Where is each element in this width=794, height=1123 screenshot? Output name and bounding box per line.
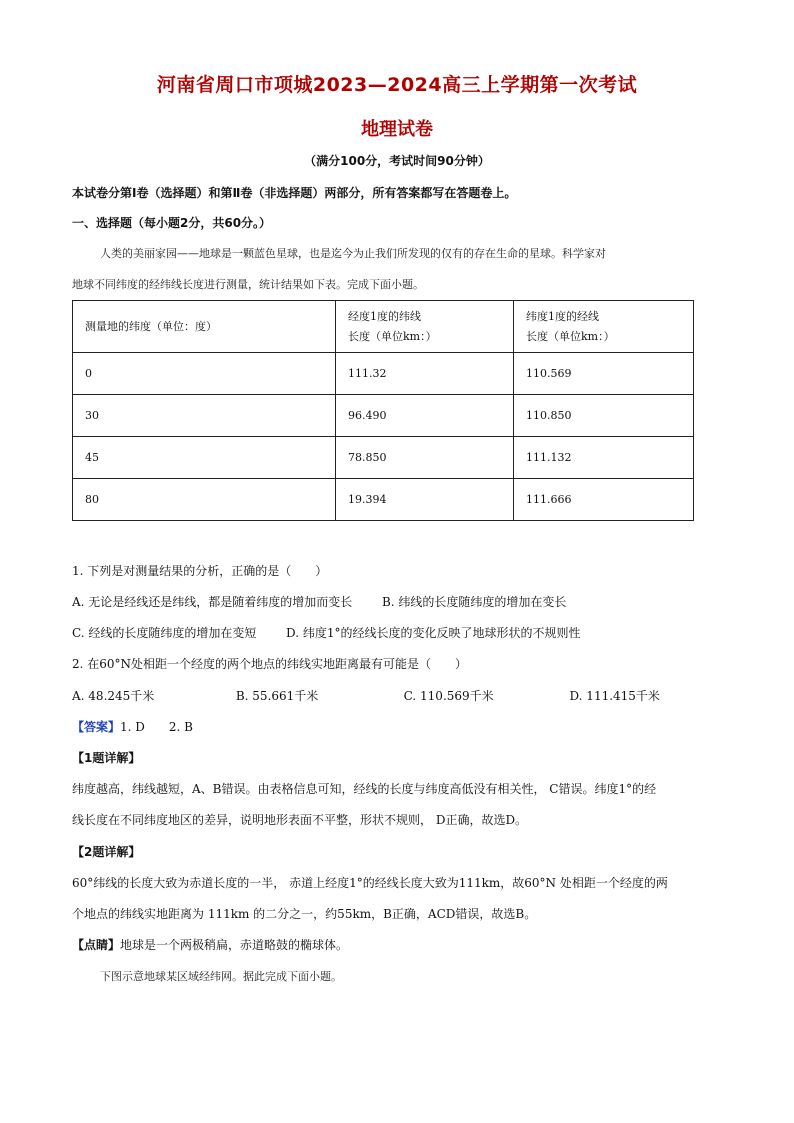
cell-meridian-length: 111.132	[514, 437, 694, 479]
q2-option-b: B. 55.661千米	[235, 689, 319, 703]
next-question-intro: 下图示意地球某区域经纬网。据此完成下面小题。	[100, 970, 342, 983]
question-2-options	[72, 687, 660, 704]
page-title: 河南省周口市项城2023—2024高三上学期第一次考试	[156, 74, 638, 96]
cell-latitude: 30	[73, 395, 336, 437]
q1-option-b: B. 纬线的长度随纬度的增加在变长	[381, 595, 567, 609]
q1-option-a: A. 无论是经线还是纬线，都是随着纬度的增加而变长	[72, 595, 353, 609]
detail-1-line-2: 线长度在不同纬度地区的差异，说明地形表面不平整，形状不规则， D正确，故选D。	[72, 813, 528, 827]
table-header-cell	[73, 301, 336, 353]
header-parallel-line2: 长度（单位km：）	[348, 329, 437, 343]
detail-2-label: 【2题详解】	[72, 845, 141, 859]
question-1-options-row1	[72, 593, 566, 610]
page-subtitle: 地理试卷	[361, 119, 433, 140]
header-meridian-line2: 长度（单位km：）	[526, 329, 615, 343]
detail-1-label: 【1题详解】	[72, 751, 141, 765]
cell-meridian-length: 111.666	[514, 479, 694, 521]
header-latitude: 测量地的纬度（单位：度）	[85, 319, 217, 333]
table-row	[73, 437, 694, 479]
cell-latitude: 45	[73, 437, 336, 479]
header-meridian-line1: 纬度1度的经线	[526, 309, 599, 323]
table-header-row	[73, 301, 694, 353]
q1-option-d: D. 纬度1°的经线长度的变化反映了地球形状的不规则性	[286, 626, 581, 640]
cell-parallel-length: 19.394	[336, 479, 514, 521]
table-header-cell	[336, 301, 514, 353]
detail-2-line-2: 个地点的纬线实地距离为 111km 的二分之一，约55km，B正确，ACD错误，故选B。	[72, 907, 537, 921]
header-parallel-line1: 经度1度的纬线	[348, 309, 421, 323]
cell-parallel-length: 96.490	[336, 395, 514, 437]
q1-option-c: C. 经线的长度随纬度的增加在变短	[72, 626, 257, 640]
answer-text: 1. D 2. B	[120, 720, 193, 734]
table-row	[73, 479, 694, 521]
tip-text: 地球是一个两极稍扁，赤道略鼓的椭球体。	[120, 938, 349, 952]
table-header-cell	[514, 301, 694, 353]
intro-line-2: 地球不同纬度的经纬线长度进行测量，统计结果如下表。完成下面小题。	[72, 278, 424, 291]
q2-option-d: D. 111.415千米	[569, 689, 660, 703]
cell-parallel-length: 111.32	[336, 353, 514, 395]
tip-line	[72, 936, 348, 953]
exam-note: （满分100分，考试时间90分钟）	[304, 154, 490, 168]
question-1-stem: 1. 下列是对测量结果的分析，正确的是（ ）	[72, 564, 328, 578]
cell-latitude: 80	[73, 479, 336, 521]
section-heading: 一、选择题（每小题2分，共60分。）	[72, 216, 272, 230]
q2-option-c: C. 110.569千米	[403, 689, 494, 703]
cell-parallel-length: 78.850	[336, 437, 514, 479]
question-1-options-row2	[72, 624, 581, 641]
measurement-table	[72, 300, 694, 521]
detail-1-line-1: 纬度越高，纬线越短，A、B错误。由表格信息可知，经线的长度与纬度高低没有相关性， C错误。纬度1°的经	[72, 782, 657, 796]
cell-latitude: 0	[73, 353, 336, 395]
q2-option-a: A. 48.245千米	[72, 689, 155, 703]
answer-line	[72, 718, 193, 735]
intro-line-1: 人类的美丽家园——地球是一颗蓝色星球，也是迄今为止我们所发现的仅有的存在生命的星球。科学家对	[100, 247, 606, 260]
detail-2-line-1: 60°纬线的长度大致为赤道长度的一半， 赤道上经度1°的经线长度大致为111km，故60°N 处相距一个经度的两	[72, 876, 668, 890]
instructions: 本试卷分第Ⅰ卷（选择题）和第Ⅱ卷（非选择题）两部分，所有答案都写在答题卷上。	[72, 186, 517, 200]
question-2-stem: 2. 在60°N处相距一个经度的两个地点的纬线实地距离最有可能是（ ）	[72, 657, 468, 671]
tip-label: 【点睛】	[72, 938, 121, 952]
cell-meridian-length: 110.850	[514, 395, 694, 437]
cell-meridian-length: 110.569	[514, 353, 694, 395]
table-row	[73, 353, 694, 395]
table-row	[73, 395, 694, 437]
answer-label: 【答案】	[72, 720, 121, 734]
